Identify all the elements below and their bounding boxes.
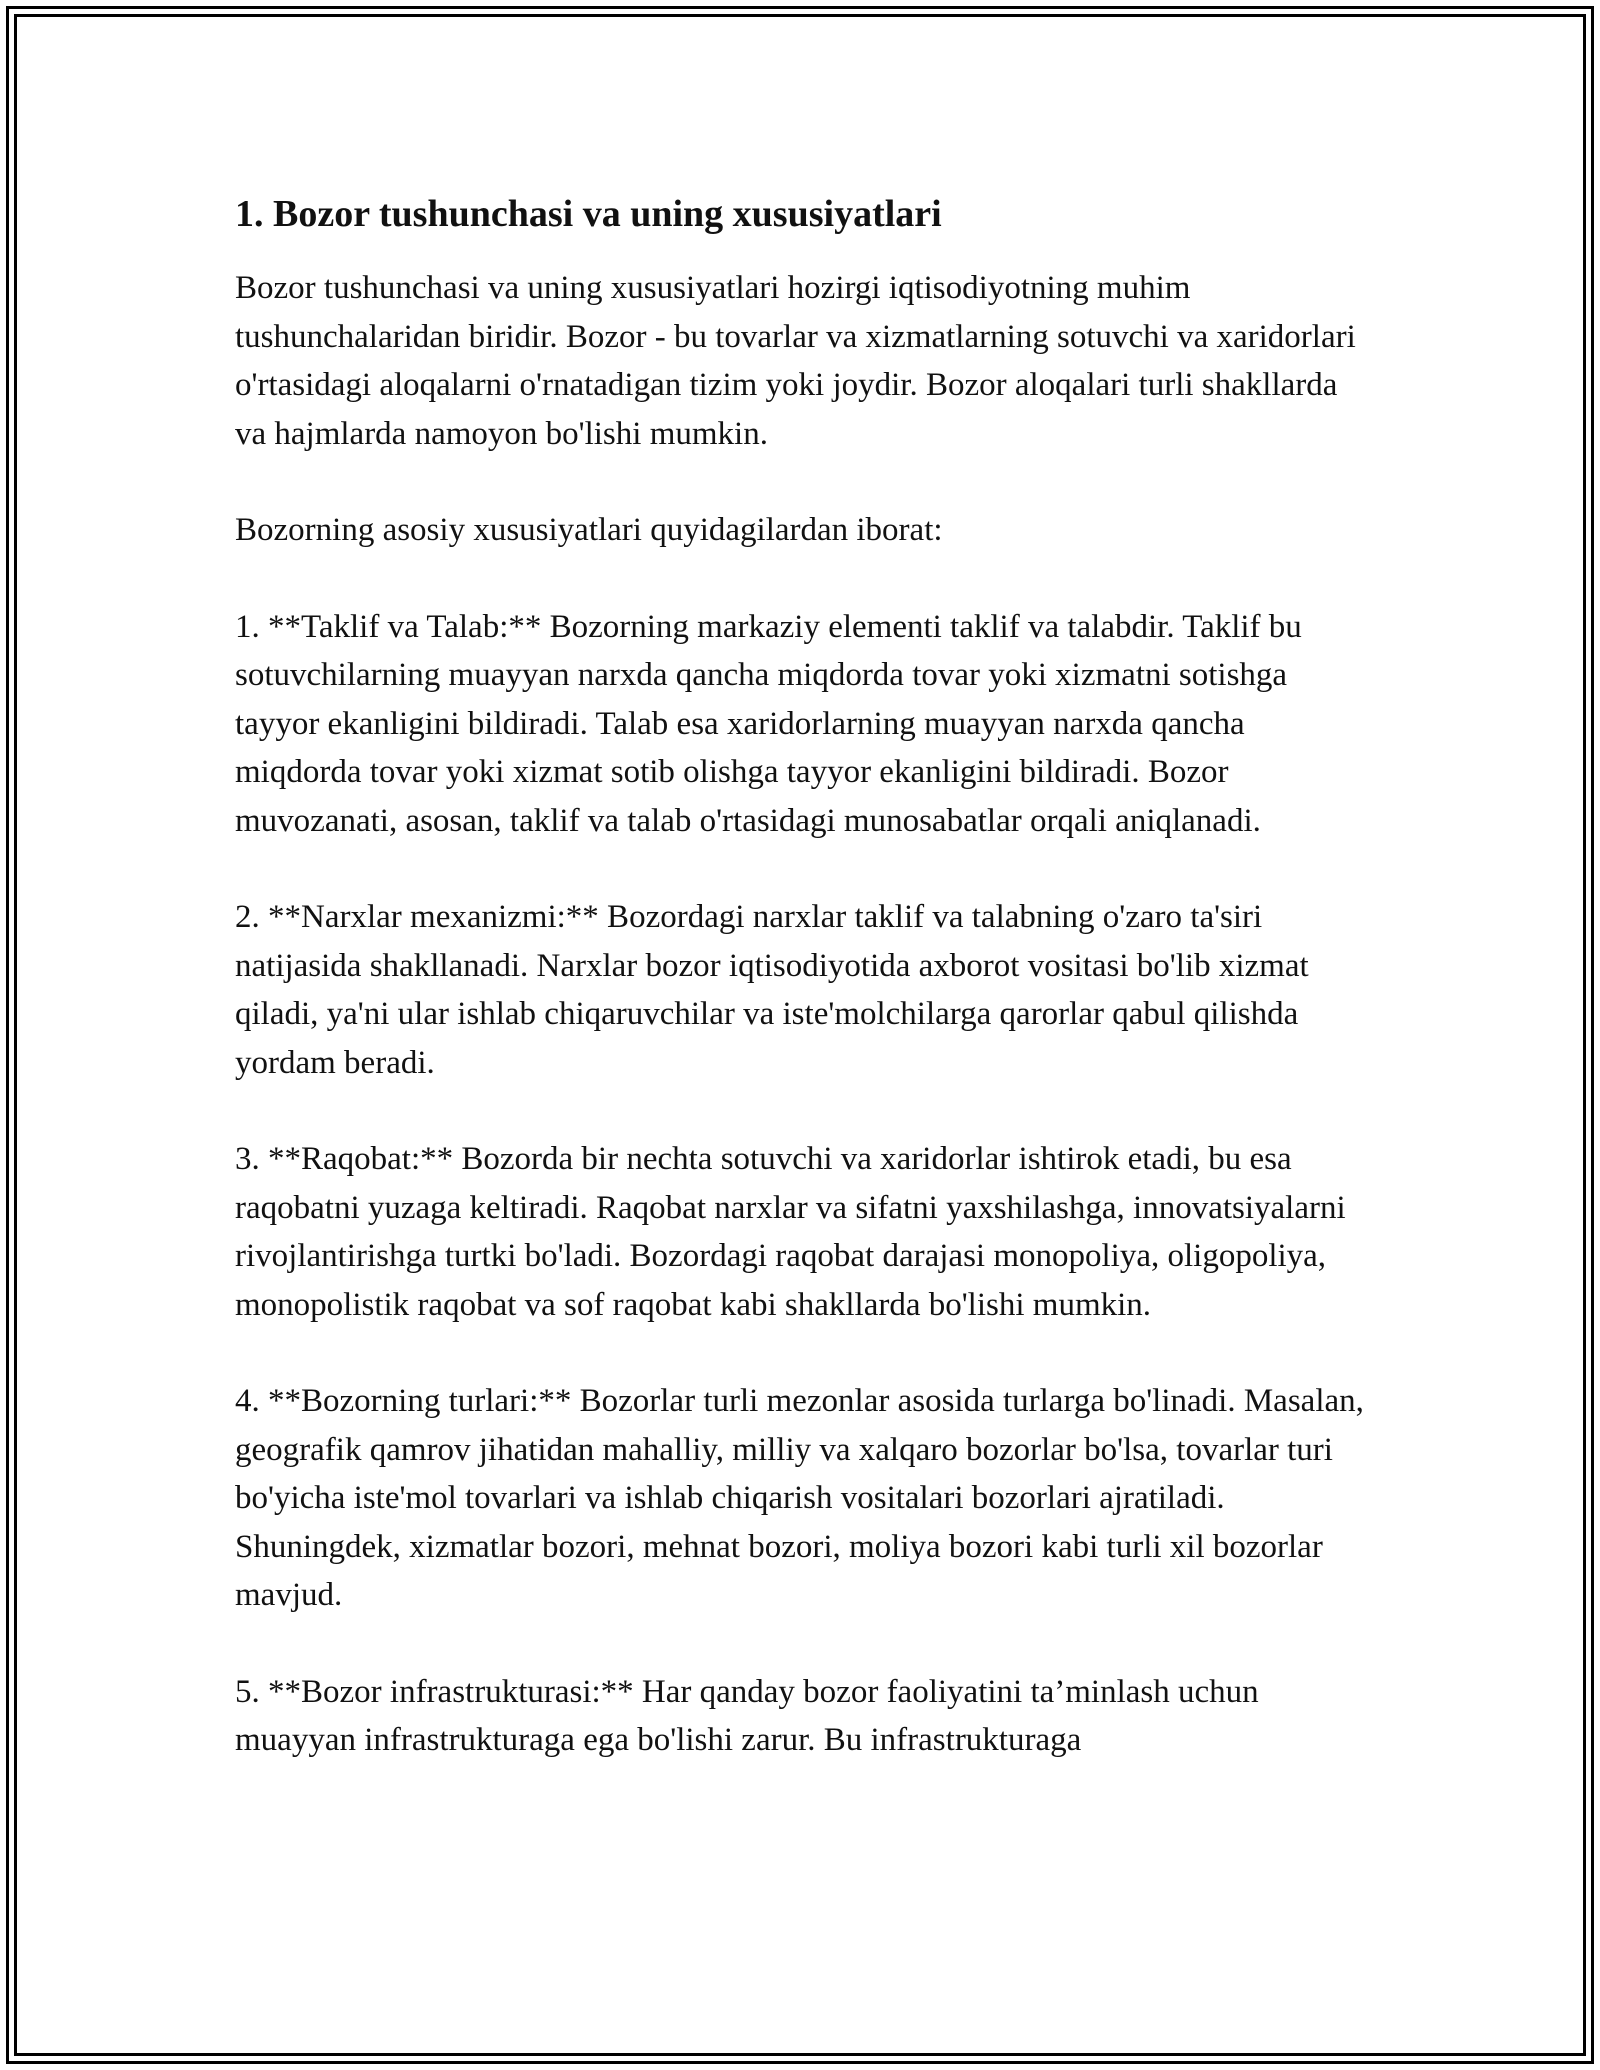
paragraph-price-mechanism: 2. **Narxlar mexanizmi:** Bozordagi narxlar taklif va talabning o'zaro ta'siri natijasida shakllanadi. Narxlar bozor iqtisodiyotida axborot vositasi bo'lib xizmat qiladi, ya'ni ular ishlab chiqaruvchilar va iste'molchilarga qarorlar qabul qilishda yordam beradi. <box>235 899 1309 1081</box>
paragraph-list-intro: Bozorning asosiy xususiyatlari quyidagilardan iborat: <box>235 512 943 548</box>
paragraph-market-types: 4. **Bozorning turlari:** Bozorlar turli mezonlar asosida turlarga bo'linadi. Masalan, geografik qamrov jihatidan mahalliy, milliy va xalqaro bozorlar bo'lsa, tovarlar turi bo'yicha iste'mol tovarlari va ishlab chiqarish vositalari bozorlari ajratiladi. Shuningdek, xizmatlar bozori, mehnat bozori, moliya bozori kabi turli xil bozorlar mavjud. <box>235 1383 1364 1613</box>
paragraph-infrastructure: 5. **Bozor infrastrukturasi:** Har qanday bozor faoliyatini ta’minlash uchun muayyan infrastrukturaga ega bo'lishi zarur. Bu infrastrukturaga <box>235 1673 1259 1758</box>
document-body <box>235 190 1375 1765</box>
paragraph-competition: 3. **Raqobat:** Bozorda bir nechta sotuvchi va xaridorlar ishtirok etadi, bu esa raqobatni yuzaga keltiradi. Raqobat narxlar va sifatni yaxshilashga, innovatsiyalarni rivojlantirishga turtki bo'ladi. Bozordagi raqobat darajasi monopoliya, oligopoliya, monopolistik raqobat va sof raqobat kabi shakllarda bo'lishi mumkin. <box>235 1141 1346 1323</box>
section-heading: 1. Bozor tushunchasi va uning xususiyatlari <box>235 193 942 235</box>
paragraph-supply-demand: 1. **Taklif va Talab:** Bozorning markaziy elementi taklif va talabdir. Taklif bu sotuvchilarning muayyan narxda qancha miqdorda tovar yoki xizmatni sotishga tayyor ekanligini bildiradi. Talab esa xaridorlarning muayyan narxda qancha miqdorda tovar yoki xizmat sotib olishga tayyor ekanligini bildiradi. Bozor muvozanati, asosan, taklif va talab o'rtasidagi munosabatlar orqali aniqlanadi. <box>235 608 1302 839</box>
paragraph-intro: Bozor tushunchasi va uning xususiyatlari hozirgi iqtisodiyotning muhim tushunchalaridan biridir. Bozor - bu tovarlar va xizmatlarning sotuvchi va xaridorlari o'rtasidagi aloqalarni o'rnatadigan tizim yoki joydir. Bozor aloqalari turli shakllarda va hajmlarda namoyon bo'lishi mumkin. <box>235 270 1356 452</box>
